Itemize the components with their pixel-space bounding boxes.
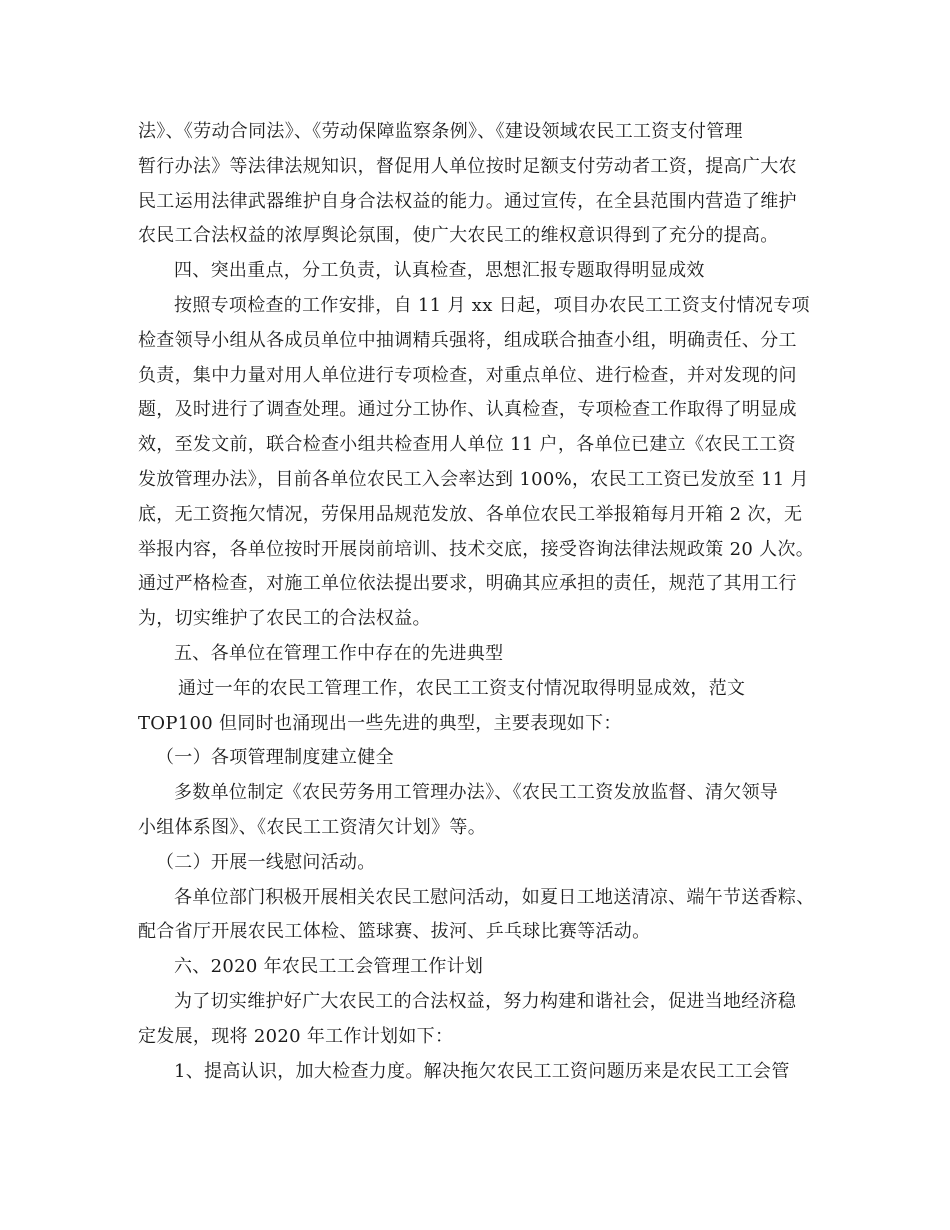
body-line: 农民工合法权益的浓厚舆论氛围，使广大农民工的维权意识得到了充分的提高。 (138, 225, 779, 247)
body-line: 配合省厅开展农民工体检、篮球赛、拔河、乒乓球比赛等活动。 (138, 921, 651, 943)
body-line: 题，及时进行了调查处理。通过分工协作、认真检查，专项检查工作取得了明显成 (138, 399, 797, 421)
subsection-heading-1: （一）各项管理制度建立健全 (156, 747, 394, 769)
body-line: 法》、《劳动合同法》、《劳动保障监察条例》、《建设领域农民工工资支付管理 (138, 121, 743, 142)
body-line: 发放管理办法》，目前各单位农民工入会率达到 100%，农民工工资已发放至 11 月 (138, 468, 809, 490)
body-line: 通过一年的农民工管理工作，农民工工资支付情况取得明显成效，范文 (178, 677, 746, 699)
body-line: 检查领导小组从各成员单位中抽调精兵强将，组成联合抽查小组，明确责任、分工 (138, 329, 797, 351)
body-line: 负责，集中力量对用人单位进行专项检查，对重点单位、进行检查，并对发现的问 (138, 364, 797, 386)
body-line: 各单位部门积极开展相关农民工慰问活动，如夏日工地送清凉、端午节送香粽、 (174, 886, 815, 908)
body-line: 效，至发文前，联合检查小组共检查用人单位 11 户，各单位已建立《农民工工资 (138, 434, 796, 456)
body-line: 举报内容，各单位按时开展岗前培训、技术交底，接受咨询法律法规政策 20 人次。 (138, 538, 815, 560)
body-line: 民工运用法律武器维护自身合法权益的能力。通过宣传，在全县范围内营造了维护 (138, 190, 797, 212)
body-line: TOP100 但同时也涌现出一些先进的典型，主要表现如下： (138, 712, 622, 734)
body-line: 底，无工资拖欠情况，劳保用品规范发放、各单位农民工举报箱每月开箱 2 次，无 (138, 503, 803, 525)
body-line: 小组体系图》、《农民工工资清欠计划》等。 (138, 816, 486, 838)
document-body (138, 115, 828, 1089)
section-heading-5: 五、各单位在管理工作中存在的先进典型 (174, 642, 504, 664)
section-heading-4: 四、突出重点，分工负责，认真检查，思想汇报专题取得明显成效 (174, 260, 705, 282)
body-line: 定发展，现将 2020 年工作计划如下： (138, 1025, 454, 1047)
body-line: 1、提高认识，加大检查力度。解决拖欠农民工工资问题历来是农民工工会管 (174, 1060, 790, 1082)
body-line: 为，切实维护了农民工的合法权益。 (138, 608, 431, 630)
body-line: 通过严格检查，对施工单位依法提出要求，明确其应承担的责任，规范了其用工行 (138, 573, 797, 595)
section-heading-6: 六、2020 年农民工工会管理工作计划 (174, 956, 484, 978)
subsection-heading-2: （二）开展一线慰问活动。 (156, 851, 376, 873)
body-line: 按照专项检查的工作安排，自 11 月 xx 日起，项目办农民工工资支付情况专项 (174, 294, 810, 316)
body-line: 暂行办法》等法律法规知识，督促用人单位按时足额支付劳动者工资，提高广大农 (138, 155, 797, 177)
body-line: 为了切实维护好广大农民工的合法权益，努力构建和谐社会，促进当地经济稳 (174, 990, 797, 1012)
body-line: 多数单位制定《农民劳务用工管理办法》、《农民工工资发放监督、清欠领导 (174, 782, 779, 804)
